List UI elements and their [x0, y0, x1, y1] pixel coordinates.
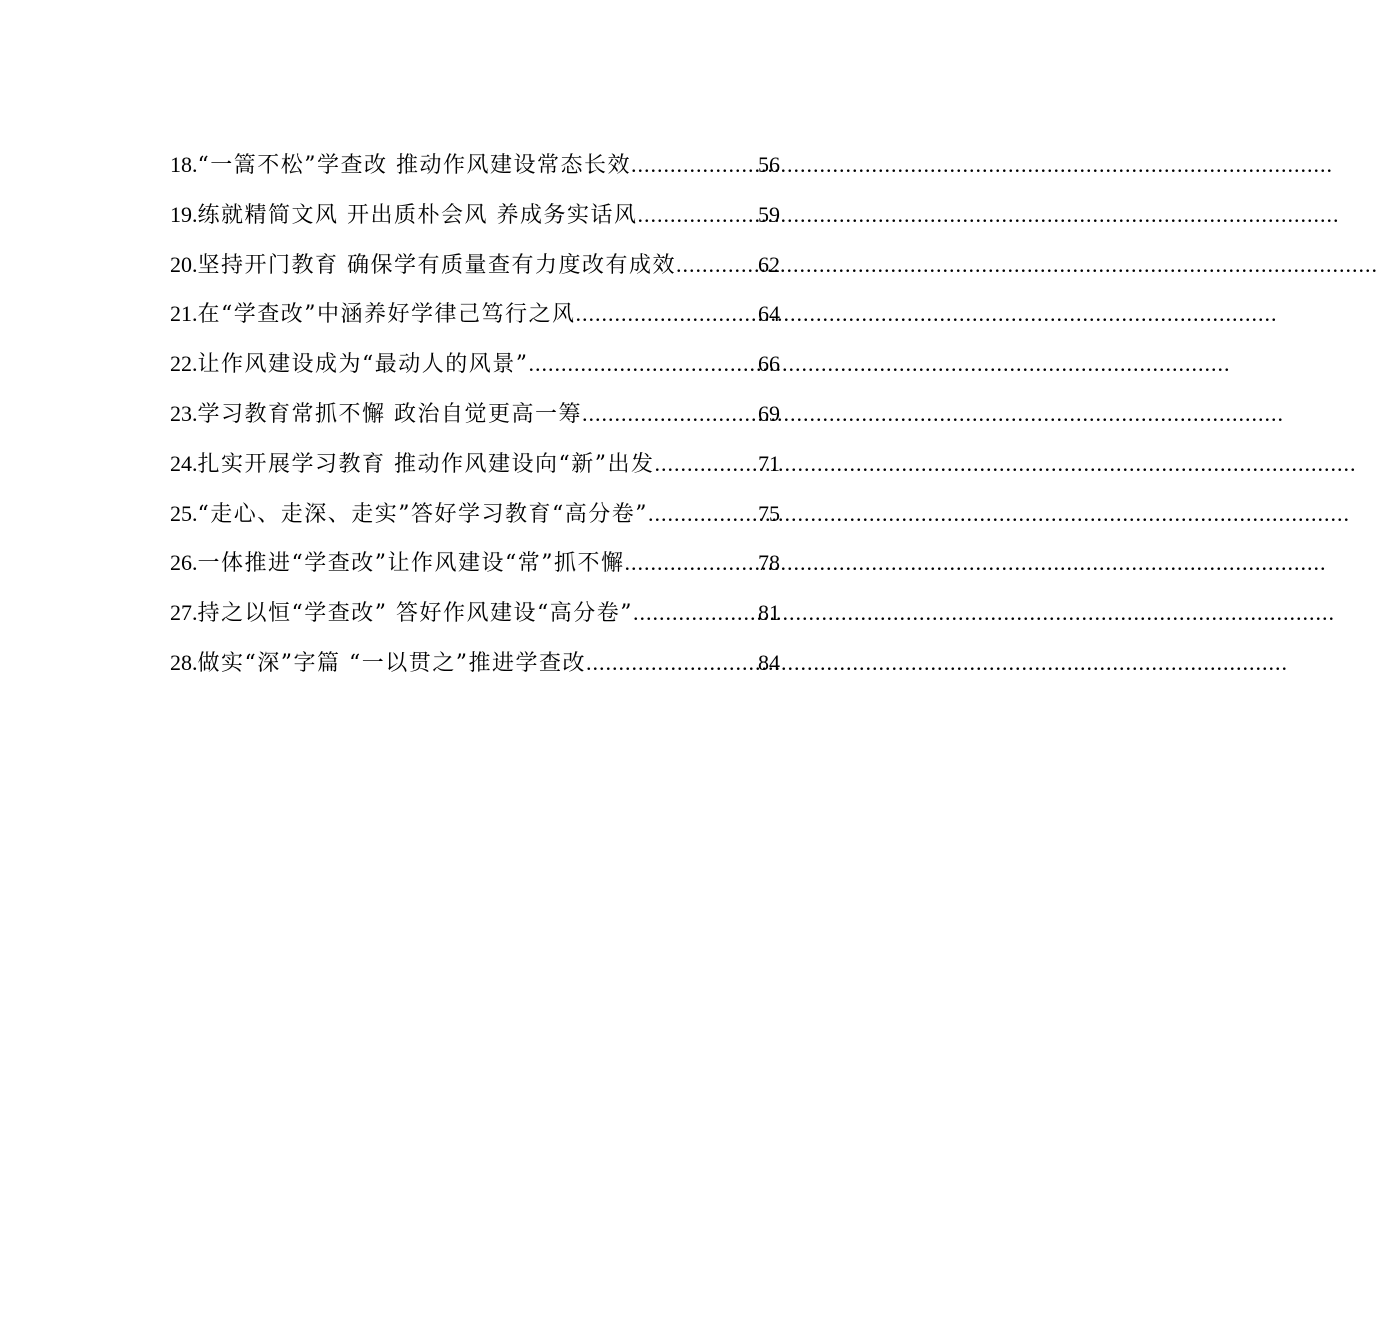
toc-entry-number: 24.	[170, 450, 198, 476]
dot-leader	[529, 339, 759, 389]
toc-entry-number: 26.	[170, 550, 198, 576]
dot-leader	[631, 140, 758, 190]
toc-entry-21[interactable]	[170, 289, 780, 339]
toc-entry-title: “走心、走深、走实”答好学习教育“高分卷”	[197, 501, 648, 527]
toc-entry-title: 坚持开门教育 确保学有质量查有力度改有成效	[197, 252, 676, 278]
dot-leader	[648, 489, 758, 539]
toc-entry-page: 59	[758, 201, 780, 227]
toc-entry-19[interactable]	[170, 190, 780, 240]
toc-entry-22[interactable]	[170, 339, 780, 389]
toc-entry-page: 71	[758, 450, 780, 476]
toc-entry-page: 56	[758, 152, 780, 177]
toc-entry-28[interactable]	[170, 638, 780, 688]
dot-leader	[586, 638, 758, 688]
toc-entry-title: 一体推进“学查改”让作风建设“常”抓不懈	[197, 551, 625, 577]
toc-entry-number: 27.	[170, 600, 198, 626]
toc-entry-title: “一篙不松”学查改 推动作风建设常态长效	[197, 153, 631, 178]
toc-entry-18[interactable]	[170, 140, 780, 190]
toc-entry-23[interactable]	[170, 389, 780, 439]
dot-leader	[638, 190, 759, 240]
toc-entry-number: 22.	[170, 351, 198, 377]
dot-leader	[676, 240, 758, 290]
toc-entry-title: 扎实开展学习教育 推动作风建设向“新”出发	[197, 451, 655, 477]
toc-entry-page: 66	[758, 351, 780, 377]
toc-entry-number: 19.	[170, 201, 198, 227]
toc-entry-title: 让作风建设成为“最动人的风景”	[197, 352, 529, 378]
toc-entry-page: 81	[758, 600, 780, 626]
dot-leader	[633, 588, 758, 638]
toc-entry-number: 21.	[170, 301, 198, 327]
toc-entry-page: 69	[758, 400, 780, 426]
toc-entry-page: 64	[758, 301, 780, 327]
toc-entry-title: 学习教育常抓不懈 政治自觉更高一筹	[197, 401, 582, 427]
toc-entry-page: 84	[758, 649, 780, 675]
toc-entry-25[interactable]	[170, 489, 780, 539]
dot-leader	[655, 439, 759, 489]
toc-entry-title: 做实“深”字篇 “一以贯之”推进学查改	[197, 650, 586, 676]
toc-entry-26[interactable]	[170, 538, 780, 588]
toc-entry-title: 持之以恒“学查改” 答好作风建设“高分卷”	[197, 601, 633, 627]
toc-entry-20[interactable]	[170, 240, 780, 290]
toc-entry-page: 62	[758, 251, 780, 277]
toc-entry-number: 23.	[170, 400, 198, 426]
toc-entry-page: 75	[758, 500, 780, 526]
toc-entry-page: 78	[758, 550, 780, 576]
toc-entry-number: 18.	[170, 152, 198, 177]
toc-entry-number: 20.	[170, 251, 198, 277]
dot-leader	[576, 289, 759, 339]
dot-leader	[582, 389, 758, 439]
toc-entry-24[interactable]	[170, 439, 780, 489]
dot-leader	[625, 538, 759, 588]
toc-entry-27[interactable]	[170, 588, 780, 638]
toc-entry-number: 25.	[170, 500, 198, 526]
toc-entry-number: 28.	[170, 649, 198, 675]
table-of-contents	[170, 140, 780, 688]
toc-entry-title: 练就精简文风 开出质朴会风 养成务实话风	[197, 202, 638, 228]
toc-entry-title: 在“学查改”中涵养好学律己笃行之风	[197, 302, 576, 328]
